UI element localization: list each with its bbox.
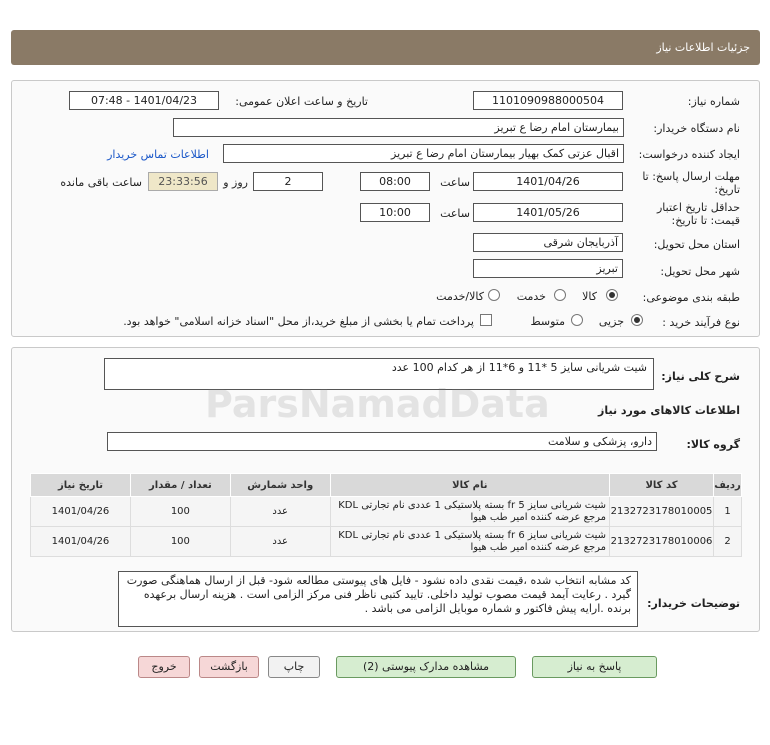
category-goods-radio[interactable] [606,289,618,301]
row-index: 1 [714,497,742,527]
table-row [31,527,742,557]
goods-group-field: دارو، پزشکی و سلامت [107,432,657,451]
items-table [30,473,742,557]
buyer-contact-link[interactable]: اطلاعات تماس خریدار [107,148,209,161]
remaining-time-label: ساعت باقی مانده [60,176,142,189]
col-qty: تعداد / مقدار [130,474,230,497]
validity-date-field: 1401/05/26 [473,203,623,222]
purchase-type-medium-label: متوسط [530,315,565,328]
col-index: ردیف [714,474,742,497]
city-label: شهر محل تحویل: [660,265,740,278]
row-date: 1401/04/26 [31,527,131,557]
deadline-date-field: 1401/04/26 [473,172,623,191]
deadline-time-field: 08:00 [360,172,430,191]
treasury-payment-note: پرداخت تمام یا بخشی از مبلغ خرید،از محل "اسناد خزانه اسلامی" خواهد بود. [123,315,474,328]
page-header [11,30,760,65]
validity-time-label: ساعت [440,207,470,220]
col-date: تاریخ نیاز [31,474,131,497]
row-qty: 100 [130,497,230,527]
validity-label-1: حداقل تاریخ اعتبار [656,201,740,214]
validity-time-field: 10:00 [360,203,430,222]
buyer-notes-label: توضیحات خریدار: [647,597,740,610]
remaining-time-field: 23:33:56 [148,172,218,191]
deadline-days-field: 2 [253,172,323,191]
deadline-label-1: مهلت ارسال پاسخ: تا [642,170,740,183]
view-attachments-button[interactable]: مشاهده مدارک پیوستی (2) [336,656,516,678]
category-goods-label: کالا [582,290,597,303]
requester-field: اقبال عزتی کمک بهیار بیمارستان امام رضا ع تبریز [223,144,624,163]
buyer-org-label: نام دستگاه خریدار: [653,122,740,135]
page-title: جزئیات اطلاعات نیاز [656,41,750,54]
validity-label-2: قیمت: تا تاریخ: [671,214,740,227]
reply-button[interactable]: پاسخ به نیاز [532,656,657,678]
row-name: شیت شریانی سایز fr 5 بسته پلاستیکی 1 عددی نام تجارتی KDL مرجع عرضه کننده امیر طب هیوا [330,497,609,527]
province-label: استان محل تحویل: [653,238,740,251]
col-name: نام کالا [330,474,609,497]
need-number-field: 1101090988000504 [473,91,623,110]
category-label: طبقه بندی موضوعی: [642,291,740,304]
row-name: شیت شریانی سایز fr 6 بسته پلاستیکی 1 عددی نام تجارتی KDL مرجع عرضه کننده امیر طب هیوا [330,527,609,557]
back-button[interactable]: بازگشت [199,656,259,678]
province-field: آذربایجان شرقی [473,233,623,252]
purchase-type-minor-radio[interactable] [631,314,643,326]
purchase-type-minor-label: جزیی [598,315,624,328]
buyer-org-field: بیمارستان امام رضا ع تبریز [173,118,624,137]
announce-field: 1401/04/23 - 07:48 [69,91,219,110]
goods-section-title: اطلاعات کالاهای مورد نیاز [598,404,740,417]
row-unit: عدد [230,527,330,557]
category-goods-service-radio[interactable] [488,289,500,301]
exit-button[interactable]: خروج [138,656,190,678]
col-unit: واحد شمارش [230,474,330,497]
col-code: کد کالا [610,474,714,497]
deadline-time-label: ساعت [440,176,470,189]
row-index: 2 [714,527,742,557]
need-number-label: شماره نیاز: [687,95,740,108]
table-row [31,497,742,527]
row-code: 2132723178010005 [610,497,714,527]
treasury-payment-checkbox[interactable] [480,314,492,326]
row-date: 1401/04/26 [31,497,131,527]
category-service-radio[interactable] [554,289,566,301]
city-field: تبریز [473,259,623,278]
row-unit: عدد [230,497,330,527]
row-qty: 100 [130,527,230,557]
announce-label: تاریخ و ساعت اعلان عمومی: [235,95,368,108]
category-goods-service-label: کالا/خدمت [436,290,484,303]
summary-field: شیت شریانی سایز 5 *11 و 6*11 از هر کدام 100 عدد [104,358,654,390]
goods-group-label: گروه کالا: [686,438,740,451]
purchase-type-medium-radio[interactable] [571,314,583,326]
print-button[interactable]: چاپ [268,656,320,678]
purchase-type-label: نوع فرآیند خرید : [662,316,740,329]
requester-label: ایجاد کننده درخواست: [638,148,740,161]
category-service-label: خدمت [516,290,546,303]
deadline-days-label: روز و [223,176,248,189]
buyer-notes-field: کد مشابه انتخاب شده ،قیمت نقدی داده نشود - فایل های پیوستی مطالعه شود- قبل از ارسال هماهنگی صورت گیرد . رعایت آیمد قیمت مصوب تولید داخلی. تایید کتبی ناظر فنی مرکز الزامی است . هزینه ارسال برعهده برنده .ارایه پیش فاکتور و شماره موبایل الزامی می باشد . [118,571,638,627]
items-table-header [31,474,742,497]
summary-label: شرح کلی نیاز: [661,370,740,383]
row-code: 2132723178010006 [610,527,714,557]
deadline-label-2: تاریخ: [714,183,740,196]
